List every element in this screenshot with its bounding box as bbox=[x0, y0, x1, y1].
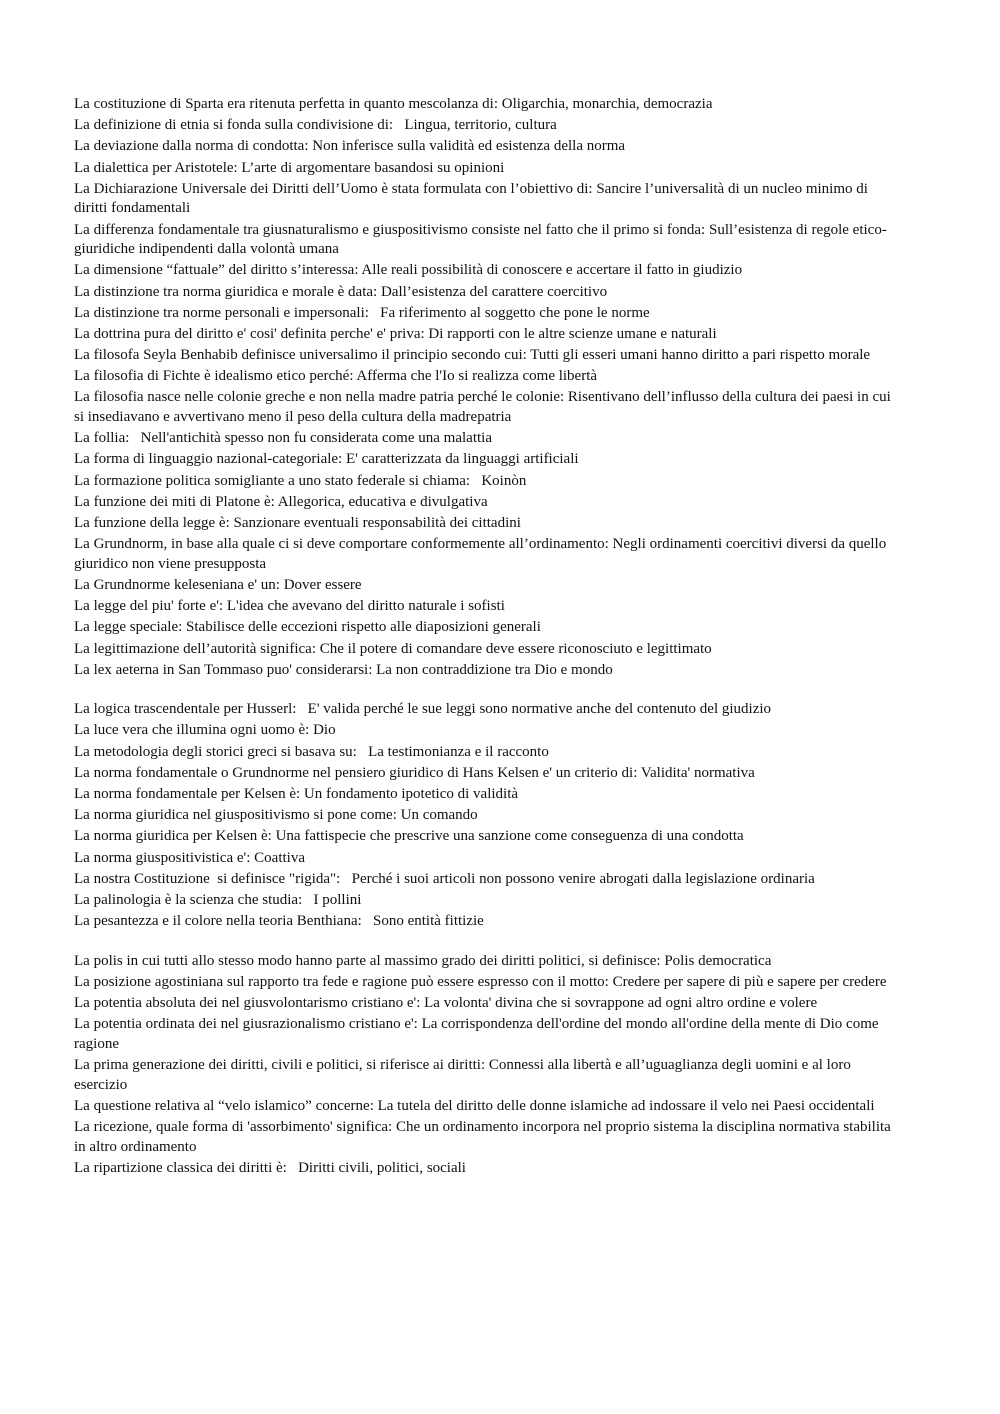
question-answer-line: La costituzione di Sparta era ritenuta perfetta in quanto mescolanza di: Oligarchia, monarchia, democrazia bbox=[74, 96, 713, 112]
question-answer-line: La legge del piu' forte e': L'idea che avevano del diritto naturale i sofisti bbox=[74, 598, 505, 615]
question-answer-line: La prima generazione dei diritti, civili e politici, si riferisce ai diritti: Connessi alla libertà e all’uguaglianza degli uomini e al loro esercizio bbox=[74, 1057, 855, 1093]
question-answer-line: La norma giuridica nel giuspositivismo si pone come: Un comando bbox=[74, 807, 478, 824]
text-block bbox=[74, 952, 894, 1179]
question-answer-line: La deviazione dalla norma di condotta: Non inferisce sulla validità ed esistenza della norma bbox=[74, 138, 626, 155]
question-answer-line: La ricezione, quale forma di 'assorbimento' significa: Che un ordinamento incorpora nel proprio sistema la disciplina normativa stabilita in altro ordinamento bbox=[74, 1119, 895, 1155]
question-answer-line: La differenza fondamentale tra giusnaturalismo e giuspositivismo consiste nel fatto che il primo si fonda: Sull’esistenza di regole etico-giuridiche indipendenti dalla volontà umana bbox=[74, 221, 887, 258]
question-answer-line: La Grundnorm, in base alla quale ci si deve comportare conformemente all’ordinamento: Negli ordinamenti coercitivi diversi da quello giuridico non viene presupposta bbox=[74, 536, 890, 572]
question-answer-line: La norma fondamentale per Kelsen è: Un fondamento ipotetico di validità bbox=[74, 786, 519, 803]
question-answer-line: La Dichiarazione Universale dei Diritti dell’Uomo è stata formulata con l’obiettivo di: Sancire l’universalità di un nucleo minimo di diritti fondamentali bbox=[74, 180, 872, 217]
question-answer-line: La nostra Costituzione si definisce "rigida": Perché i suoi articoli non possono venire abrogati dalla legislazione ordinaria bbox=[74, 870, 815, 887]
question-answer-line: La questione relativa al “velo islamico” concerne: La tutela del diritto delle donne islamiche ad indossare il velo nei Paesi occidentali bbox=[74, 1097, 875, 1114]
question-answer-line: La legittimazione dell’autorità significa: Che il potere di comandare deve essere riconosciuto e legittimato bbox=[74, 640, 712, 657]
question-answer-line: La pesantezza e il colore nella teoria Benthiana: Sono entità fittizie bbox=[74, 913, 484, 930]
question-answer-line: La funzione dei miti di Platone è: Allegorica, educativa e divulgativa bbox=[74, 493, 488, 510]
question-answer-line: La norma fondamentale o Grundnorme nel pensiero giuridico di Hans Kelsen e' un criterio di: Validita' normativa bbox=[74, 764, 755, 781]
question-answer-line: La polis in cui tutti allo stesso modo hanno parte al massimo grado dei diritti politici, si definisce: Polis democratica bbox=[74, 952, 772, 969]
question-answer-line: La potentia ordinata dei nel giusrazionalismo cristiano e': La corrispondenza dell'ordine del mondo all'ordine della mente di Dio come ragione bbox=[74, 1016, 883, 1052]
question-answer-line: La norma giuspositivistica e': Coattiva bbox=[74, 849, 305, 866]
question-answer-line: La posizione agostiniana sul rapporto tra fede e ragione può essere espresso con il motto: Credere per sapere di più e sapere per credere bbox=[74, 973, 887, 990]
question-answer-line: La follia: Nell'antichità spesso non fu considerata come una malattia bbox=[74, 430, 492, 447]
question-answer-line: La luce vera che illumina ogni uomo è: Dio bbox=[74, 722, 336, 739]
document-page bbox=[74, 95, 894, 1178]
question-answer-line: La palinologia è la scienza che studia: I pollini bbox=[74, 891, 362, 908]
question-answer-line: La potentia absoluta dei nel giusvolontarismo cristiano e': La volonta' divina che si sovrappone ad ogni altro ordine e volere bbox=[74, 995, 818, 1012]
question-answer-line: La filosofia nasce nelle colonie greche e non nella madre patria perché le colonie: Risentivano dell’influsso della cultura dei paesi in cui si insediavano e avvertivano meno il peso della cultura della madrepatria bbox=[74, 389, 895, 426]
question-answer-line: La logica trascendentale per Husserl: E' valida perché le sue leggi sono normative anche del contenuto del giudizio bbox=[74, 701, 772, 718]
question-answer-line: La distinzione tra norma giuridica e morale è data: Dall’esistenza del carattere coercitivo bbox=[74, 283, 608, 300]
question-answer-line: La metodologia degli storici greci si basava su: La testimonianza e il racconto bbox=[74, 743, 549, 760]
question-answer-line: La Grundnorme keleseniana e' un: Dover essere bbox=[74, 576, 362, 593]
question-answer-line: La definizione di etnia si fonda sulla condivisione di: Lingua, territorio, cultura bbox=[74, 117, 557, 134]
question-answer-line: La forma di linguaggio nazional-categoriale: E' caratterizzata da linguaggi artificiali bbox=[74, 451, 579, 468]
question-answer-line: La ripartizione classica dei diritti è: Diritti civili, politici, sociali bbox=[74, 1159, 466, 1176]
question-answer-line: La dialettica per Aristotele: L’arte di argomentare basandosi su opinioni bbox=[74, 159, 505, 176]
text-block bbox=[74, 700, 894, 931]
question-answer-line: La norma giuridica per Kelsen è: Una fattispecie che prescrive una sanzione come conseguenza di una condotta bbox=[74, 828, 744, 845]
question-answer-line: La formazione politica somigliante a uno stato federale si chiama: Koinòn bbox=[74, 472, 527, 489]
question-answer-line: La dottrina pura del diritto e' cosi' definita perche' e' priva: Di rapporti con le altre scienze umane e naturali bbox=[74, 325, 717, 342]
question-answer-line: La distinzione tra norme personali e impersonali: Fa riferimento al soggetto che pone le norme bbox=[74, 304, 650, 321]
question-answer-line: La dimensione “fattuale” del diritto s’interessa: Alle reali possibilità di conoscere e accertare il fatto in giudizio bbox=[74, 262, 743, 279]
question-answer-line: La funzione della legge è: Sanzionare eventuali responsabilità dei cittadini bbox=[74, 514, 521, 531]
question-answer-line: La legge speciale: Stabilisce delle eccezioni rispetto alle diaposizioni generali bbox=[74, 619, 541, 636]
question-answer-line: La filosofa Seyla Benhabib definisce universalimo il principio secondo cui: Tutti gli esseri umani hanno diritto a pari rispetto morale bbox=[74, 347, 871, 364]
text-block bbox=[74, 95, 894, 680]
question-answer-line: La filosofia di Fichte è idealismo etico perché: Afferma che l'Io si realizza come libertà bbox=[74, 368, 598, 385]
question-answer-line: La lex aeterna in San Tommaso puo' considerarsi: La non contraddizione tra Dio e mondo bbox=[74, 661, 613, 678]
